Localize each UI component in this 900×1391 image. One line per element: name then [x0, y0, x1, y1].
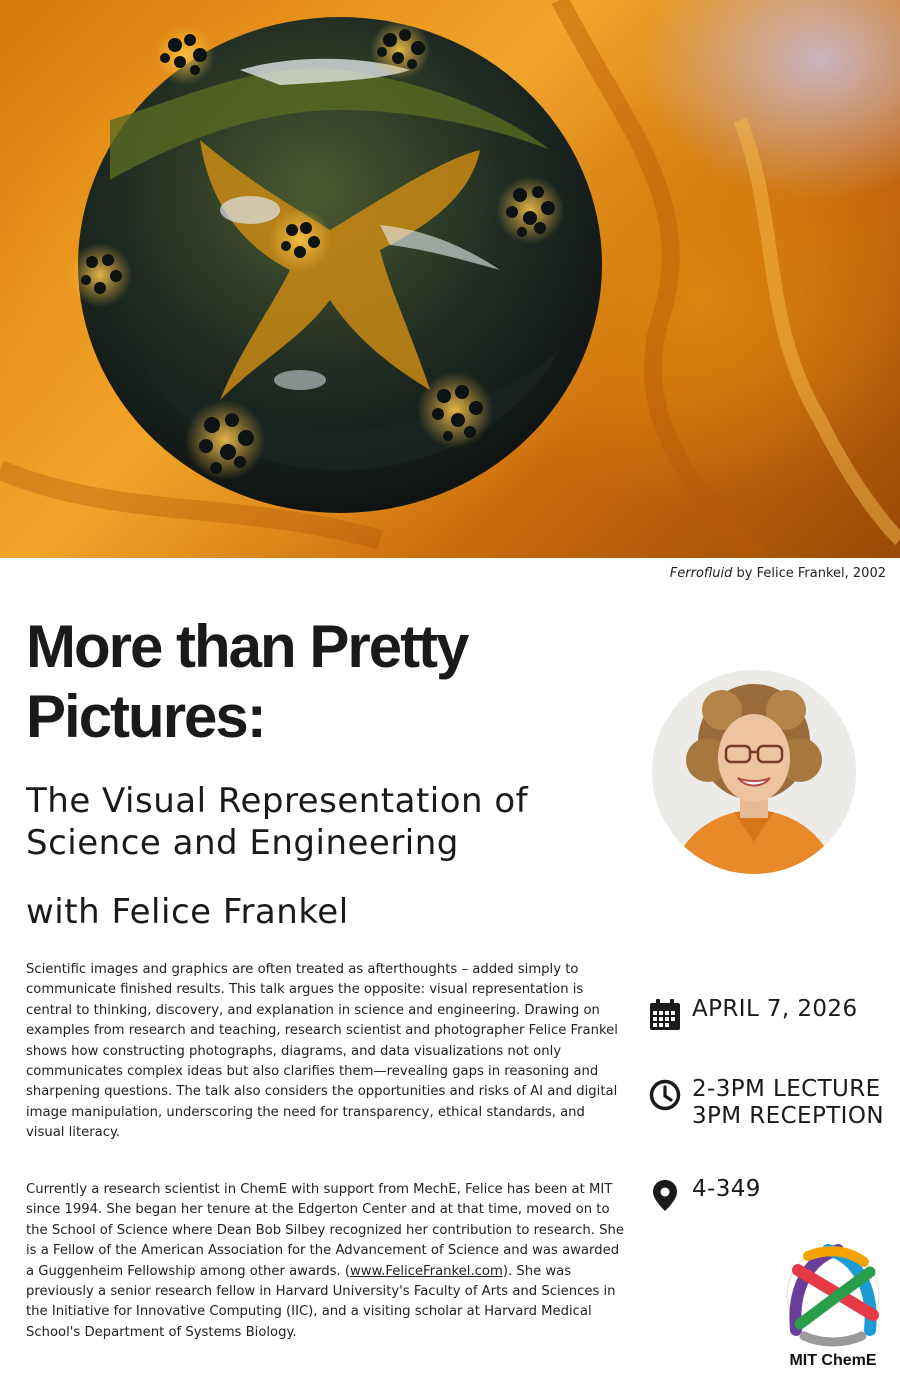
- event-date: [648, 996, 857, 1032]
- caption-artwork-title: Ferrofluid: [669, 566, 733, 581]
- bio-text-end: ). She was previously a senior research fellow in Harvard University's Faculty of Arts and Sciences in the Initiative for Innovative Computing (IIC), and a visiting scholar at Harvard Medical School's Department of Systems Biology.: [26, 1263, 616, 1340]
- spike-cluster-right: [496, 176, 564, 244]
- speaker-line: with Felice Frankel: [26, 892, 349, 932]
- lecture-time: 2-3PM LECTURE: [692, 1076, 881, 1102]
- clock-icon: [648, 1078, 682, 1112]
- reception-time: 3PM RECEPTION: [692, 1103, 884, 1129]
- spike-cluster-top-right: [370, 20, 430, 80]
- bio-text-start: Currently a research scientist in ChemE with support from MechE, Felice has been at MIT since 1994. She began her tenure at the Edgerton Center and at that time, moved on to the School of Science where Dean Bob Silbey recognized her contribution to research. She is a Fellow of the American Association for the Advancement of Science and was awarded a Guggenheim Fellowship among other awards. (: [26, 1182, 624, 1279]
- speaker-portrait: [652, 670, 856, 874]
- ferrofluid-illustration: [0, 0, 900, 558]
- hero-image: [0, 0, 900, 558]
- spike-cluster-top-left: [155, 25, 215, 85]
- spike-cluster-bottom-left: [185, 400, 265, 480]
- logo-text: MIT ChemE: [789, 1352, 877, 1369]
- bio-paragraph: [26, 1180, 626, 1343]
- spike-cluster-center: [268, 208, 332, 272]
- event-time: [648, 1076, 884, 1130]
- abstract-paragraph: Scientific images and graphics are often treated as afterthoughts – added simply to communicate finished results. This talk argues the opposite: visual representation is central to thinking, discovery, and explanation in science and engineering. Drawing on examples from research and teaching, research scientist and photographer Felice Frankel shows how constructing photographs, diagrams, and data visualizations not only communicates complex ideas but also clarifies them—revealing gaps in reasoning and sharpening questions. The talk also considers the opportunities and risks of AI and digital image manipulation, underscoring the need for transparency, ethical standards, and visual literacy.: [26, 962, 618, 1141]
- website-link[interactable]: www.FeliceFrankel.com: [350, 1263, 503, 1279]
- image-caption: [670, 566, 886, 581]
- map-pin-icon: [648, 1178, 682, 1212]
- portrait-illustration: [652, 670, 856, 874]
- calendar-icon: [648, 998, 682, 1032]
- caption-credit: by Felice Frankel, 2002: [732, 566, 886, 581]
- spike-cluster-bottom-right: [417, 372, 493, 448]
- event-subtitle: The Visual Representation of Science and Engineering: [26, 781, 529, 863]
- spike-cluster-left: [68, 243, 132, 307]
- location-text: 4-349: [692, 1176, 761, 1202]
- date-text: APRIL 7, 2026: [692, 996, 858, 1022]
- event-title: More than Pretty Pictures:: [26, 613, 468, 750]
- event-location: [648, 1176, 761, 1212]
